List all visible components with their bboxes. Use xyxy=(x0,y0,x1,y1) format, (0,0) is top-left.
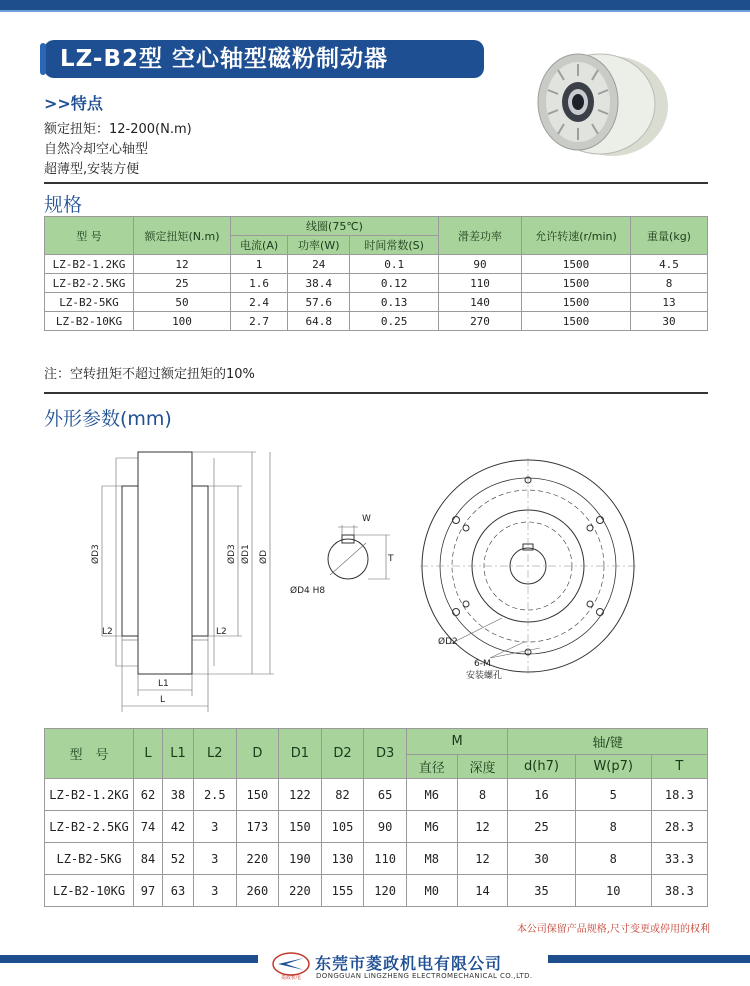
cell: 90 xyxy=(439,255,522,274)
col-current: 电流(A) xyxy=(231,236,288,255)
table-row xyxy=(45,312,708,331)
col-D: D xyxy=(236,729,279,779)
cell: 120 xyxy=(364,875,407,907)
cell: 122 xyxy=(279,779,322,811)
col-shaft: 轴/键 xyxy=(508,729,708,755)
cell: 4.5 xyxy=(631,255,708,274)
cell: LZ-B2-10KG xyxy=(45,875,134,907)
cell: 38 xyxy=(163,779,194,811)
col-d: d(h7) xyxy=(508,755,575,779)
cell: 12 xyxy=(457,811,508,843)
cell: 3 xyxy=(194,843,237,875)
col-M: M xyxy=(406,729,507,755)
col-L1: L1 xyxy=(163,729,194,779)
cell: LZ-B2-1.2KG xyxy=(45,255,134,274)
table-row xyxy=(45,779,708,811)
cell: 150 xyxy=(236,779,279,811)
keyway-detail xyxy=(290,505,400,595)
cell: 8 xyxy=(575,811,651,843)
cell: 150 xyxy=(279,811,322,843)
cell: 38.4 xyxy=(288,274,350,293)
col-model: 型 号 xyxy=(45,217,134,255)
col-D1: D1 xyxy=(279,729,322,779)
cell: M6 xyxy=(406,779,457,811)
cell: 50 xyxy=(134,293,231,312)
cell: LZ-B2-2.5KG xyxy=(45,811,134,843)
cell: 140 xyxy=(439,293,522,312)
label-mount: 安装螺孔 xyxy=(466,671,503,681)
cell: 90 xyxy=(364,811,407,843)
cell: 1500 xyxy=(522,255,631,274)
features-heading: >>特点 xyxy=(44,94,103,113)
cell: 270 xyxy=(439,312,522,331)
cell: 5 xyxy=(575,779,651,811)
cell: 1500 xyxy=(522,312,631,331)
cell: 10 xyxy=(575,875,651,907)
cell: 1500 xyxy=(522,293,631,312)
col-power: 功率(W) xyxy=(288,236,350,255)
col-t: T xyxy=(651,755,707,779)
cell: 62 xyxy=(134,779,163,811)
feature-line-3: 超薄型,安装方便 xyxy=(44,162,140,177)
cell: M6 xyxy=(406,811,457,843)
cell: 3 xyxy=(194,811,237,843)
cell: 57.6 xyxy=(288,293,350,312)
front-view-drawing xyxy=(420,458,650,688)
cell: 0.25 xyxy=(350,312,439,331)
col-rated-torque: 额定扭矩(N.m) xyxy=(134,217,231,255)
feature-line-1: 额定扭矩：12-200(N.m) xyxy=(44,122,192,137)
label-w: W xyxy=(362,514,371,524)
cell: 190 xyxy=(279,843,322,875)
product-photo xyxy=(520,44,670,159)
cell: 18.3 xyxy=(651,779,707,811)
cell: 65 xyxy=(364,779,407,811)
cell: LZ-B2-10KG xyxy=(45,312,134,331)
table-row xyxy=(45,293,708,312)
cell: 52 xyxy=(163,843,194,875)
col-slip-power: 滑差功率 xyxy=(439,217,522,255)
col-w: W(p7) xyxy=(575,755,651,779)
label-l: L xyxy=(160,695,166,705)
cell: 97 xyxy=(134,875,163,907)
section-divider xyxy=(44,182,708,184)
rights-note: 本公司保留产品规格,尺寸变更或停用的权利 xyxy=(516,924,710,935)
feature-line-2: 自然冷却空心轴型 xyxy=(44,142,149,157)
cell: 8 xyxy=(575,843,651,875)
label-6m: 6-M xyxy=(474,659,491,669)
cell: 220 xyxy=(236,843,279,875)
cell: 74 xyxy=(134,811,163,843)
col-L2: L2 xyxy=(194,729,237,779)
cell: 14 xyxy=(457,875,508,907)
col-dia: 直径 xyxy=(406,755,457,779)
cell: 0.13 xyxy=(350,293,439,312)
col-time-const: 时间常数(S) xyxy=(350,236,439,255)
cell: 155 xyxy=(321,875,364,907)
cell: 2.4 xyxy=(231,293,288,312)
col-weight: 重量(kg) xyxy=(631,217,708,255)
cell: 42 xyxy=(163,811,194,843)
cell: 25 xyxy=(508,811,575,843)
table-row xyxy=(45,843,708,875)
cell: LZ-B2-5KG xyxy=(45,843,134,875)
cell: 30 xyxy=(508,843,575,875)
label-d2: ØD2 xyxy=(438,637,458,647)
cell: LZ-B2-1.2KG xyxy=(45,779,134,811)
cell: 38.3 xyxy=(651,875,707,907)
table-row xyxy=(45,811,708,843)
company-name: 东莞市菱政机电有限公司 xyxy=(315,954,503,973)
cell: 16 xyxy=(508,779,575,811)
cell: 24 xyxy=(288,255,350,274)
cell: 1500 xyxy=(522,274,631,293)
cell: M0 xyxy=(406,875,457,907)
cell: 35 xyxy=(508,875,575,907)
cell: 220 xyxy=(279,875,322,907)
col-coil: 线圈(75℃) xyxy=(231,217,439,236)
cell: 25 xyxy=(134,274,231,293)
label-d1: ØD1 xyxy=(241,544,251,564)
cell: 1 xyxy=(231,255,288,274)
dimensions-table xyxy=(44,728,708,907)
cell: 3 xyxy=(194,875,237,907)
col-D2: D2 xyxy=(321,729,364,779)
label-t: T xyxy=(388,554,394,564)
label-l2-right: L2 xyxy=(216,627,227,637)
label-l1: L1 xyxy=(158,679,169,689)
logo-text: 菱政机电 xyxy=(280,975,302,980)
col-L: L xyxy=(134,729,163,779)
cell: M8 xyxy=(406,843,457,875)
col-model: 型 号 xyxy=(45,729,134,779)
cell: 84 xyxy=(134,843,163,875)
page-number: -24- xyxy=(672,962,694,975)
col-D3: D3 xyxy=(364,729,407,779)
cell: LZ-B2-2.5KG xyxy=(45,274,134,293)
cell: 105 xyxy=(321,811,364,843)
label-d: ØD xyxy=(259,549,269,564)
cell: 82 xyxy=(321,779,364,811)
specs-note: 注：空转扭矩不超过额定扭矩的10% xyxy=(44,367,255,382)
dimensions-heading: 外形参数(mm) xyxy=(44,408,172,430)
cell: 1.6 xyxy=(231,274,288,293)
label-d3-left: ØD3 xyxy=(91,544,101,564)
cell: 100 xyxy=(134,312,231,331)
cell: 30 xyxy=(631,312,708,331)
cell: 130 xyxy=(321,843,364,875)
cell: 13 xyxy=(631,293,708,312)
company-name-en: DONGGUAN LINGZHENG ELECTROMECHANICAL CO.,LTD. xyxy=(316,972,533,980)
specs-table xyxy=(44,216,708,331)
cell: 2.5 xyxy=(194,779,237,811)
label-l2-left: L2 xyxy=(102,627,113,637)
cell: 260 xyxy=(236,875,279,907)
cell: 0.12 xyxy=(350,274,439,293)
cell: 64.8 xyxy=(288,312,350,331)
cell: 12 xyxy=(134,255,231,274)
cell: 2.7 xyxy=(231,312,288,331)
table-row xyxy=(45,255,708,274)
cell: 173 xyxy=(236,811,279,843)
cell: 110 xyxy=(364,843,407,875)
cell: 33.3 xyxy=(651,843,707,875)
table-row xyxy=(45,274,708,293)
section-divider xyxy=(44,392,708,394)
col-speed: 允许转速(r/min) xyxy=(522,217,631,255)
cell: 63 xyxy=(163,875,194,907)
cell: 28.3 xyxy=(651,811,707,843)
label-d3: ØD3 xyxy=(227,544,237,564)
top-bar xyxy=(0,0,750,10)
table-row xyxy=(45,875,708,907)
company-logo xyxy=(270,952,312,980)
label-d4: ØD4 H8 xyxy=(290,586,326,595)
col-depth: 深度 xyxy=(457,755,508,779)
side-view-drawing xyxy=(90,440,290,720)
cell: 12 xyxy=(457,843,508,875)
cell: LZ-B2-5KG xyxy=(45,293,134,312)
cell: 8 xyxy=(631,274,708,293)
specs-heading: 规格 xyxy=(44,194,83,216)
cell: 8 xyxy=(457,779,508,811)
top-bar-accent xyxy=(0,10,750,12)
cell: 110 xyxy=(439,274,522,293)
page-title: LZ-B2型 空心轴型磁粉制动器 xyxy=(44,40,484,78)
cell: 0.1 xyxy=(350,255,439,274)
